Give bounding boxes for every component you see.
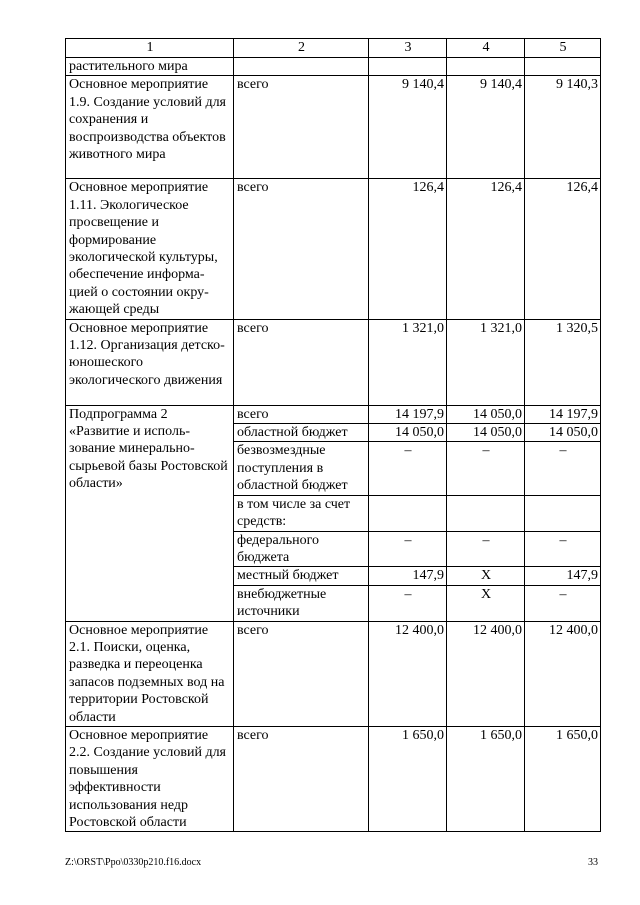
program-name-cell: Основное мероприятие 2.2. Создание условий для повышения эффективности использования недр Ростовской области (66, 726, 234, 831)
table-header-row (66, 39, 601, 58)
value-cell-col5: 14 050,0 (525, 424, 601, 442)
value-cell-col4: – (447, 442, 525, 495)
value-cell-col5: 147,9 (525, 567, 601, 585)
value-cell-col5: 1 650,0 (525, 726, 601, 831)
value-cell-col5: – (525, 442, 601, 495)
program-name-cell: Основное мероприятие 1.9. Создание условий для сохранения и воспроизводства объектов животного мира (66, 76, 234, 179)
value-cell-col4: Х (447, 567, 525, 585)
value-cell-col5: 14 197,9 (525, 405, 601, 423)
value-cell-col5 (525, 495, 601, 531)
program-name-cell: Основное мероприятие 1.12. Организация детско-юношеского экологического движения (66, 319, 234, 405)
table-row (66, 726, 601, 831)
funding-type-cell: всего (234, 319, 369, 405)
value-cell-col4: Х (447, 585, 525, 621)
value-cell-col4 (447, 495, 525, 531)
value-cell-col3: 1 321,0 (369, 319, 447, 405)
funding-type-cell: всего (234, 179, 369, 319)
value-cell-col5: – (525, 531, 601, 567)
funding-type-cell: внебюджетные источники (234, 585, 369, 621)
value-cell-col3: 147,9 (369, 567, 447, 585)
value-cell-col3: – (369, 531, 447, 567)
funding-type-cell: в том числе за счет средств: (234, 495, 369, 531)
program-name-cell: Основное мероприятие 1.11. Экологическое просвещение и формирование экологической культуры, обеспечение информа-цией о состоянии окру-жающей среды (66, 179, 234, 319)
funding-type-cell: областной бюджет (234, 424, 369, 442)
funding-type-cell: всего (234, 726, 369, 831)
value-cell-col3: 9 140,4 (369, 76, 447, 179)
table-row (66, 405, 601, 423)
value-cell-col5: 9 140,3 (525, 76, 601, 179)
funding-type-cell: местный бюджет (234, 567, 369, 585)
value-cell-col3: 14 050,0 (369, 424, 447, 442)
value-cell-col5: 126,4 (525, 179, 601, 319)
column-header: 5 (525, 39, 601, 58)
page-number: 33 (588, 857, 598, 868)
program-name-cell: растительного мира (66, 58, 234, 76)
value-cell-col5: – (525, 585, 601, 621)
value-cell-col4: 1 321,0 (447, 319, 525, 405)
value-cell-col4: 14 050,0 (447, 405, 525, 423)
program-name-cell: Основное мероприятие 2.1. Поиски, оценка, разведка и переоценка запасов подземных вод на территории Ростовской области (66, 621, 234, 726)
footer-file-path: Z:\ORST\Ppo\0330p210.f16.docx (65, 857, 202, 868)
value-cell-col4: 126,4 (447, 179, 525, 319)
value-cell-col4: – (447, 531, 525, 567)
funding-type-cell: всего (234, 76, 369, 179)
value-cell-col5: 1 320,5 (525, 319, 601, 405)
value-cell-col3: 14 197,9 (369, 405, 447, 423)
funding-type-cell: всего (234, 621, 369, 726)
value-cell-col3: 1 650,0 (369, 726, 447, 831)
subprogram-name-cell: Подпрограмма 2 «Развитие и исполь-зование минерально-сырьевой базы Ростовской области» (66, 405, 234, 621)
value-cell-col4: 1 650,0 (447, 726, 525, 831)
value-cell-col4: 9 140,4 (447, 76, 525, 179)
value-cell-col3 (369, 58, 447, 76)
column-header: 1 (66, 39, 234, 58)
budget-table (65, 38, 601, 832)
value-cell-col3: 126,4 (369, 179, 447, 319)
value-cell-col5: 12 400,0 (525, 621, 601, 726)
value-cell-col4: 12 400,0 (447, 621, 525, 726)
value-cell-col3: – (369, 442, 447, 495)
table-row (66, 76, 601, 179)
funding-type-cell (234, 58, 369, 76)
value-cell-col3: 12 400,0 (369, 621, 447, 726)
funding-type-cell: всего (234, 405, 369, 423)
value-cell-col3: – (369, 585, 447, 621)
column-header: 2 (234, 39, 369, 58)
value-cell-col4: 14 050,0 (447, 424, 525, 442)
value-cell-col4 (447, 58, 525, 76)
value-cell-col5 (525, 58, 601, 76)
table-row (66, 319, 601, 405)
column-header: 4 (447, 39, 525, 58)
value-cell-col3 (369, 495, 447, 531)
column-header: 3 (369, 39, 447, 58)
table-row (66, 179, 601, 319)
funding-type-cell: безвозмездные поступления в областной бюджет (234, 442, 369, 495)
funding-type-cell: федерального бюджета (234, 531, 369, 567)
table-row (66, 58, 601, 76)
table-row (66, 621, 601, 726)
